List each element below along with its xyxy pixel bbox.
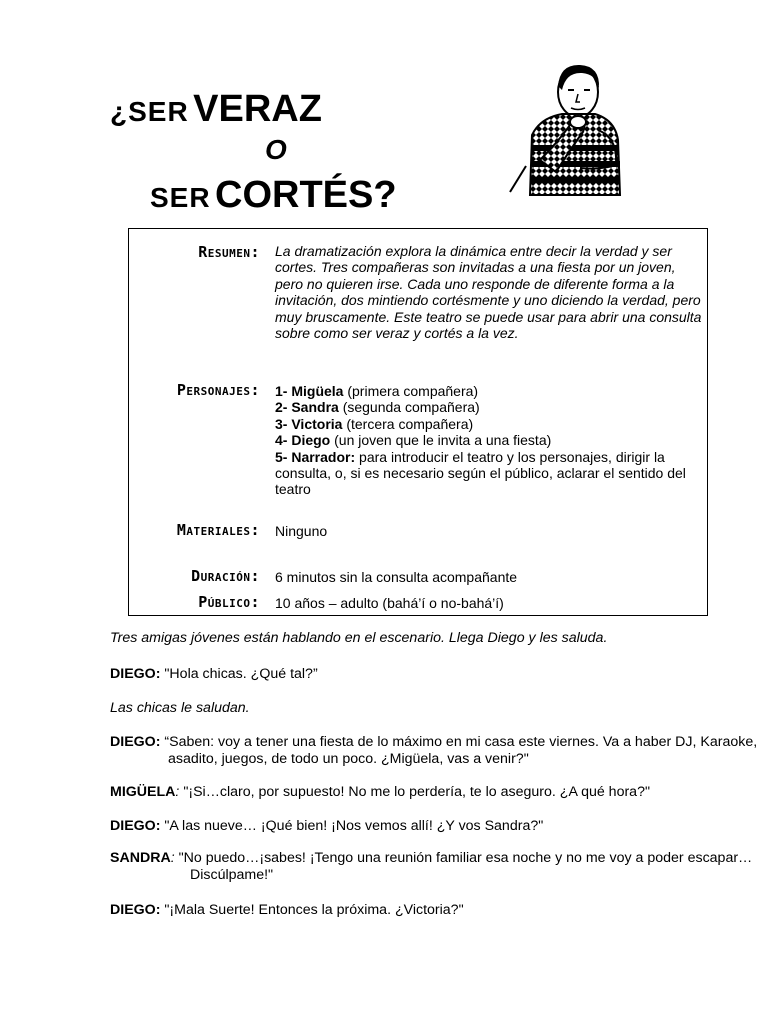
- speaker-name: DIEGO:: [110, 818, 161, 834]
- personajes-list: [275, 383, 707, 498]
- speaker-name: SANDRA: [110, 850, 171, 866]
- duracion-label: Duración:: [191, 567, 260, 585]
- dialogue-line: [110, 818, 710, 835]
- speaker-name: DIEGO:: [110, 734, 161, 750]
- personaje-item: 2- Sandra (segunda compañera): [275, 399, 480, 416]
- title-word-o: O: [265, 134, 287, 165]
- dialogue-line: SANDRA: "No puedo…¡sabes! ¡Tengo una reunión familiar esa noche y no me voy a poder escapar…Discúlpame!": [110, 850, 753, 883]
- speaker-name: DIEGO:: [110, 902, 161, 918]
- publico-label: Público:: [198, 593, 260, 611]
- personajes-label: Personajes:: [176, 381, 260, 399]
- title-word-veraz: VERAZ: [193, 88, 322, 130]
- dialogue-text: "A las nueve… ¡Qué bien! ¡Nos vemos allí! ¿Y vos Sandra?": [160, 818, 544, 834]
- dialogue-line: MIGÜELA: "¡Si…claro, por supuesto! No me lo perdería, te lo aseguro. ¿A qué hora?": [110, 784, 651, 800]
- document-title: [110, 88, 470, 228]
- title-word-cortes: CORTÉS?: [215, 174, 397, 216]
- resumen-label: Resumen:: [198, 243, 260, 261]
- personaje-item: 3- Victoria (tercera compañera): [275, 415, 474, 432]
- stage-direction: Las chicas le saludan.: [110, 700, 250, 716]
- dialogue-line: [110, 734, 768, 768]
- personaje-item: 1- Migüela (primera compañera): [275, 383, 479, 399]
- publico-value: 10 años – adulto (bahá’í o no-bahá’í): [275, 595, 504, 611]
- title-line-1: [110, 88, 322, 131]
- dialogue-text: "¡Mala Suerte! Entonces la próxima. ¿Victoria?": [160, 902, 464, 918]
- dialogue-line: [110, 666, 710, 683]
- dialogue-line: [110, 902, 710, 919]
- duracion-value: 6 minutos sin la consulta acompañante: [275, 569, 518, 585]
- personaje-item: 4- Diego (un joven que le invita a una fiesta): [275, 432, 552, 449]
- summary-box: [128, 228, 708, 616]
- dialogue-text: "¡Si…claro, por supuesto! No me lo perdería, te lo aseguro. ¿A qué hora?": [179, 784, 651, 800]
- title-word-ser: ¿SER: [110, 96, 189, 127]
- title-line-3: [150, 174, 397, 217]
- materiales-value: Ninguno: [275, 523, 328, 539]
- dialogue-text: “Saben: voy a tener una fiesta de lo máximo en mi casa este viernes. Va a haber DJ, Karaoke, asadito, juegos, de todo un poco. ¿Migüela, vas a venir?": [160, 734, 758, 767]
- stage-direction: Tres amigas jóvenes están hablando en el escenario. Llega Diego y les saluda.: [110, 630, 608, 646]
- dialogue-text: "Hola chicas. ¿Qué tal?”: [160, 666, 318, 682]
- thinking-man-illustration: [500, 60, 625, 200]
- speaker-name: DIEGO:: [110, 666, 161, 682]
- title-word-ser-2: SER: [150, 182, 211, 213]
- resumen-text: La dramatización explora la dinámica entre decir la verdad y ser cortes. Tres compañeras son invitadas a una fiesta por un joven, pero no quieren irse. Cada uno responde de diferente forma a la invitación, dos mintiendo cortésmente y uno diciendo la verdad, pero muy bruscamente. Este teatro se puede usar para abrir una consulta sobre como ser veraz y cortés a la vez.: [275, 243, 702, 342]
- personaje-item: 5- Narrador: para introducir el teatro y los personajes, dirigir la consulta, o, si es necesario según el público, aclarar el sentido del teatro: [275, 448, 686, 498]
- dialogue-text: "No puedo…¡sabes! ¡Tengo una reunión familiar esa noche y no me voy a poder escapar…Discúlpame!": [174, 850, 753, 883]
- materiales-label: Materiales:: [176, 521, 260, 539]
- speaker-name: MIGÜELA: [110, 784, 176, 800]
